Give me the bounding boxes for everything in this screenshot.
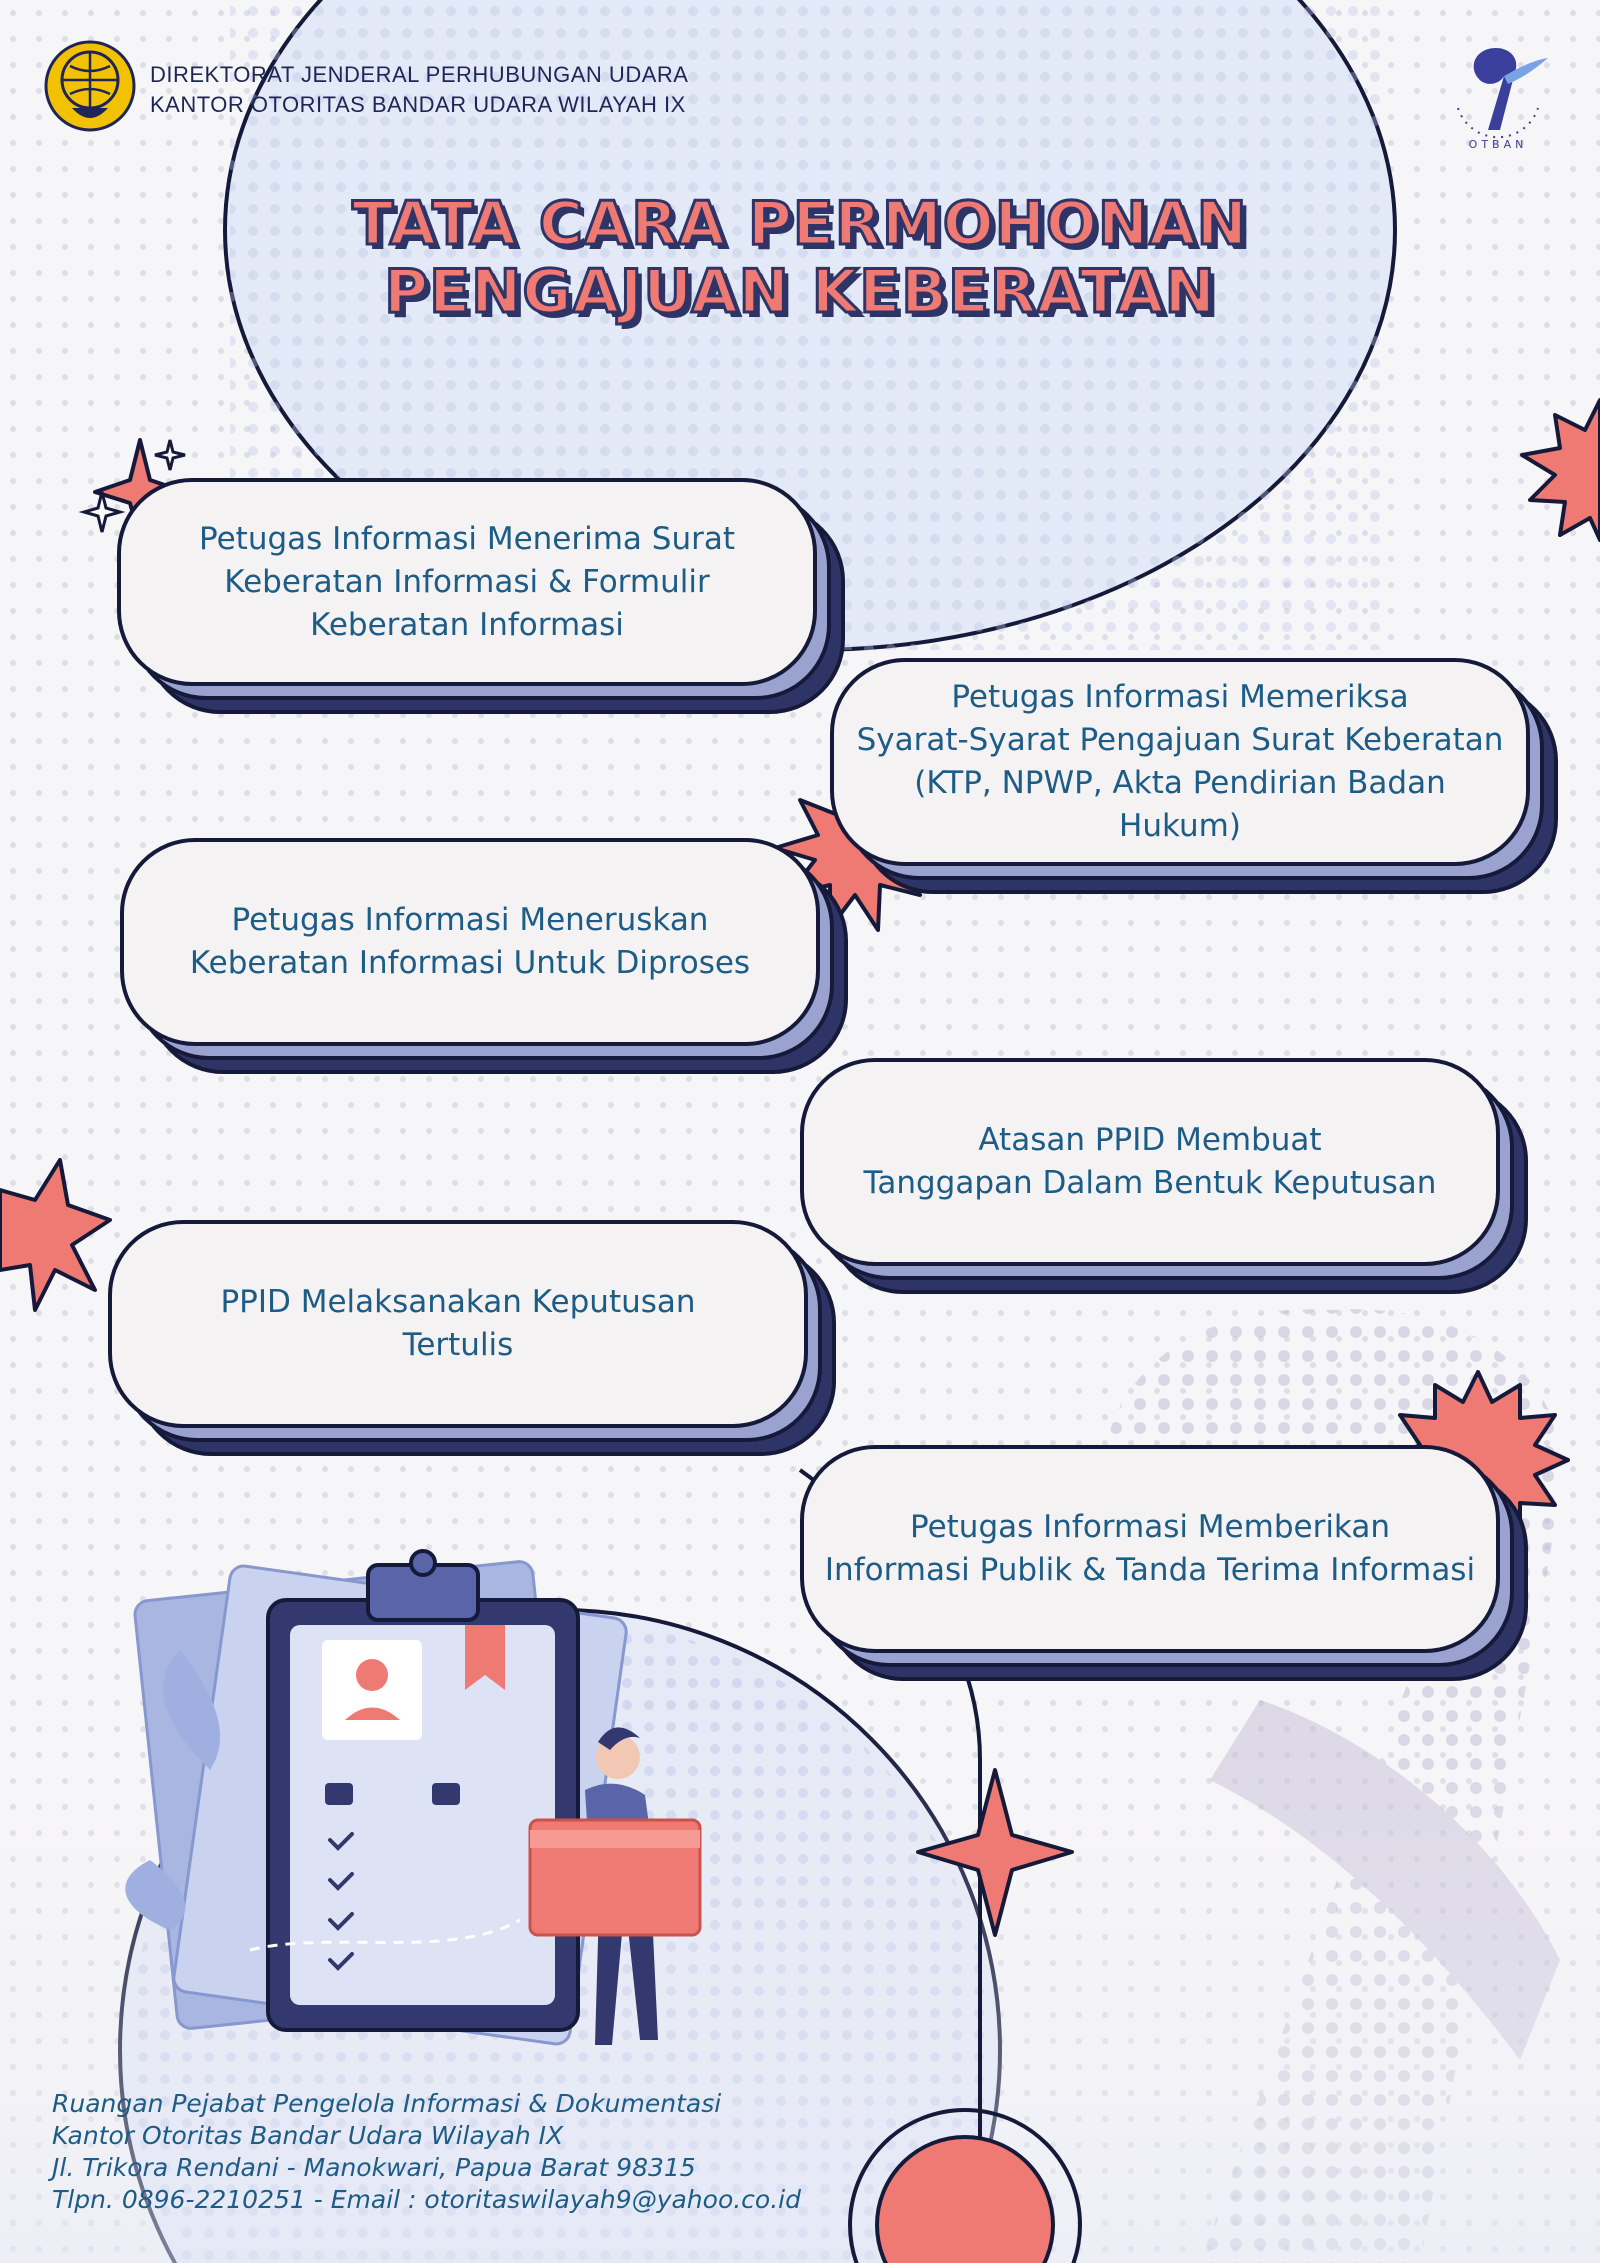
step-3-line-2: Keberatan Informasi Untuk Diproses bbox=[189, 945, 751, 981]
contact-footer bbox=[52, 2088, 801, 2216]
footer-line-1: Ruangan Pejabat Pengelola Informasi & Dokumentasi bbox=[52, 2089, 722, 2118]
otban-logo-text: OTBAN bbox=[1468, 138, 1528, 151]
step-3-line-1: Petugas Informasi Meneruskan bbox=[231, 902, 709, 938]
org-line-1: DIREKTORAT JENDERAL PERHUBUNGAN UDARA bbox=[150, 62, 689, 87]
page-title bbox=[0, 190, 1600, 326]
footer-line-2: Kantor Otoritas Bandar Udara Wilayah IX bbox=[52, 2121, 564, 2150]
step-1-line-3: Keberatan Informasi bbox=[310, 606, 624, 643]
footer-line-4: Tlpn. 0896-2210251 - Email : otoritaswilayah9@yahoo.co.id bbox=[52, 2185, 801, 2214]
step-2-line-2: Syarat-Syarat Pengajuan Surat Keberatan bbox=[856, 722, 1504, 758]
step-4-line-1: Atasan PPID Membuat bbox=[978, 1122, 1322, 1158]
title-line-2: PENGAJUAN KEBERATAN bbox=[384, 257, 1216, 327]
step-5-line-1: PPID Melaksanakan Keputusan bbox=[220, 1284, 696, 1320]
dephub-logo bbox=[42, 38, 138, 134]
step-2-line-3: (KTP, NPWP, Akta Pendirian Badan Hukum) bbox=[914, 765, 1446, 844]
title-line-1: TATA CARA PERMOHONAN bbox=[352, 189, 1248, 259]
step-4-line-2: Tanggapan Dalam Bentuk Keputusan bbox=[863, 1165, 1437, 1201]
organization-header bbox=[150, 60, 688, 120]
footer-line-3: Jl. Trikora Rendani - Manokwari, Papua Barat 98315 bbox=[52, 2153, 696, 2182]
org-line-2: KANTOR OTORITAS BANDAR UDARA WILAYAH IX bbox=[150, 92, 686, 117]
step-5-line-2: Tertulis bbox=[402, 1327, 514, 1363]
step-6-line-1: Petugas Informasi Memberikan bbox=[909, 1509, 1390, 1545]
step-1-line-1: Petugas Informasi Menerima Surat bbox=[199, 520, 735, 557]
step-6-line-2: Informasi Publik & Tanda Terima Informasi bbox=[824, 1552, 1476, 1588]
step-1-line-2: Keberatan Informasi & Formulir bbox=[224, 563, 710, 600]
otban-logo bbox=[1438, 38, 1558, 158]
clipboard-illustration bbox=[125, 1551, 700, 2046]
step-2-line-1: Petugas Informasi Memeriksa bbox=[951, 679, 1409, 715]
